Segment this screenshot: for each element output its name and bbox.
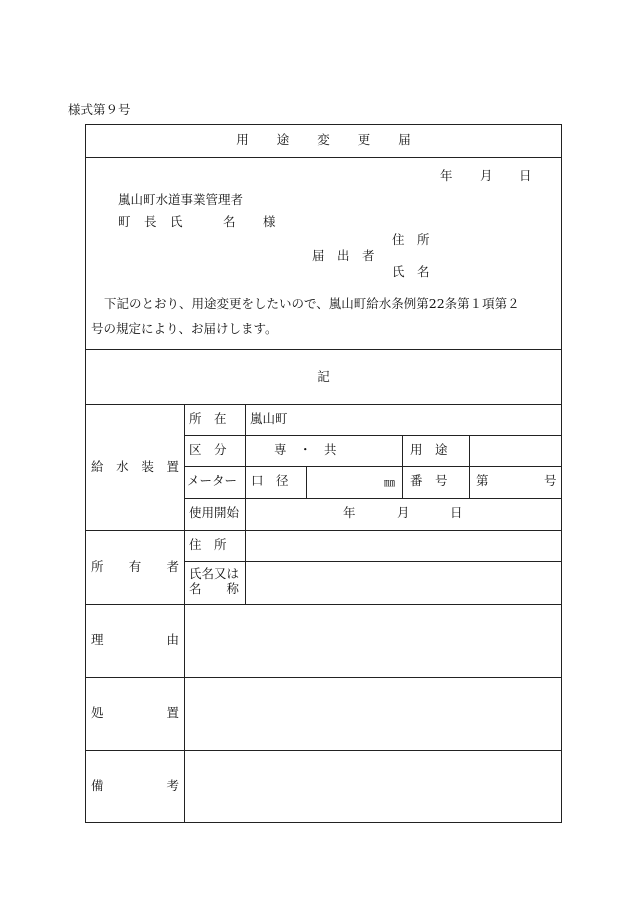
- applicant-name-label: 氏 名: [392, 264, 430, 279]
- date-month: 月: [480, 168, 493, 183]
- row-divider: [184, 561, 562, 562]
- section-divider: [85, 604, 562, 605]
- ki-heading: 記: [317, 369, 330, 384]
- cell-divider: [469, 435, 470, 498]
- category-label: 区 分: [189, 442, 227, 457]
- disposition-label: 処 置: [91, 705, 179, 720]
- body-text-line1: 下記のとおり、用途変更をしたいので、嵐山町給水条例第22条第１項第２: [104, 296, 520, 311]
- reason-label: 理 由: [91, 632, 179, 647]
- form-number: 様式第９号: [68, 102, 131, 117]
- location-label: 所 在: [189, 411, 227, 426]
- addressee-line1: 嵐山町水道事業管理者: [118, 192, 244, 207]
- applicant-label: 届 出 者: [312, 248, 375, 263]
- date-year: 年: [440, 168, 453, 183]
- label-column-divider: [184, 404, 185, 823]
- start-day: 日: [450, 505, 463, 520]
- row-divider: [184, 498, 562, 499]
- body-divider: [85, 349, 562, 350]
- date-day: 日: [519, 168, 532, 183]
- meter-diameter-label: 口 径: [251, 473, 289, 488]
- meter-number-label: 番 号: [410, 473, 448, 488]
- start-year: 年: [343, 505, 356, 520]
- row-divider: [184, 466, 562, 467]
- meter-number-dai: 第: [476, 473, 489, 488]
- cell-divider: [402, 435, 403, 498]
- title-divider: [85, 157, 562, 158]
- meter-unit: ㎜: [384, 476, 395, 489]
- row-divider: [184, 435, 562, 436]
- cell-divider: [306, 466, 307, 498]
- section-divider: [85, 750, 562, 751]
- ki-divider: [85, 404, 562, 405]
- owner-label: 所 有 者: [91, 559, 179, 574]
- applicant-address-label: 住 所: [392, 232, 430, 247]
- owner-name-label-line1: 氏名又は: [189, 566, 240, 581]
- sublabel-column-divider: [245, 404, 246, 604]
- remarks-label: 備 考: [91, 778, 179, 793]
- section-divider: [85, 530, 562, 531]
- owner-name-label-line2: 名 称: [189, 581, 240, 596]
- form-title: 用 途 変 更 届: [236, 132, 411, 147]
- usage-label: 用 途: [410, 442, 448, 457]
- supply-device-label: 給 水 装 置: [91, 459, 179, 474]
- meter-number-go: 号: [544, 473, 557, 488]
- section-divider: [85, 677, 562, 678]
- meter-label: メーター: [187, 473, 238, 488]
- start-label: 使用開始: [189, 505, 240, 520]
- owner-address-label: 住 所: [189, 537, 227, 552]
- category-value[interactable]: 専 ・ 共: [274, 442, 337, 457]
- body-text-line2: 号の規定により、お届けします。: [91, 321, 278, 336]
- location-value[interactable]: 嵐山町: [250, 411, 288, 426]
- start-month: 月: [397, 505, 410, 520]
